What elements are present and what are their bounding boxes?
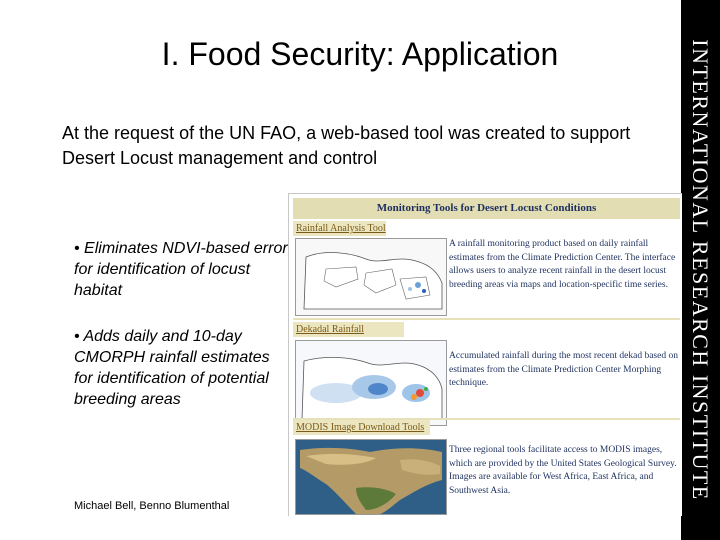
side-banner-text: INTERNATIONAL RESEARCH INSTITUTE [688,39,713,501]
webpage-screenshot [288,193,682,516]
section-divider [293,318,680,320]
modis-satellite-image [296,440,446,514]
rainfall-analysis-description: A rainfall monitoring product based on daily rainfall estimates from the Climate Prediction Center. The interface allows users to analyze recent rainfall in the desert locust breeding areas via maps and location-specific time series. [449,239,676,290]
slide-title: I. Food Security: Application [161,36,559,72]
rainfall-analysis-thumbnail[interactable] [295,238,447,316]
credit-text: Michael Bell, Benno Blumenthal [74,500,230,512]
dekadal-rainfall-description: Accumulated rainfall during the most recent dekad based on estimates from the Climate Prediction Center Morphing technique. [449,351,678,388]
intro-text: At the request of the UN FAO, a web-based tool was created to support Desert Locust management and control [62,123,631,168]
bullet-ndvi: • Eliminates NDVI-based error for identification of locust habitat [74,240,288,299]
bullet-cmorph: • Adds daily and 10-day CMORPH rainfall estimates for identification of potential breeding areas [74,328,270,408]
dekadal-map-image [296,341,446,425]
webpage-title: Monitoring Tools for Desert Locust Conditions [293,198,680,219]
modis-thumbnail[interactable] [295,439,447,515]
dekadal-rainfall-thumbnail[interactable] [295,340,447,426]
modis-description: Three regional tools facilitate access to MODIS images, which are provided by the United States Geological Survey. Images are available for West Africa, East Africa, and Southwest Asia. [449,445,677,496]
rainfall-analysis-link[interactable]: Rainfall Analysis Tool [293,221,386,236]
dekadal-rainfall-link[interactable]: Dekadal Rainfall [293,322,404,337]
modis-download-link[interactable]: MODIS Image Download Tools [293,420,430,435]
rainfall-map-image [296,239,446,315]
